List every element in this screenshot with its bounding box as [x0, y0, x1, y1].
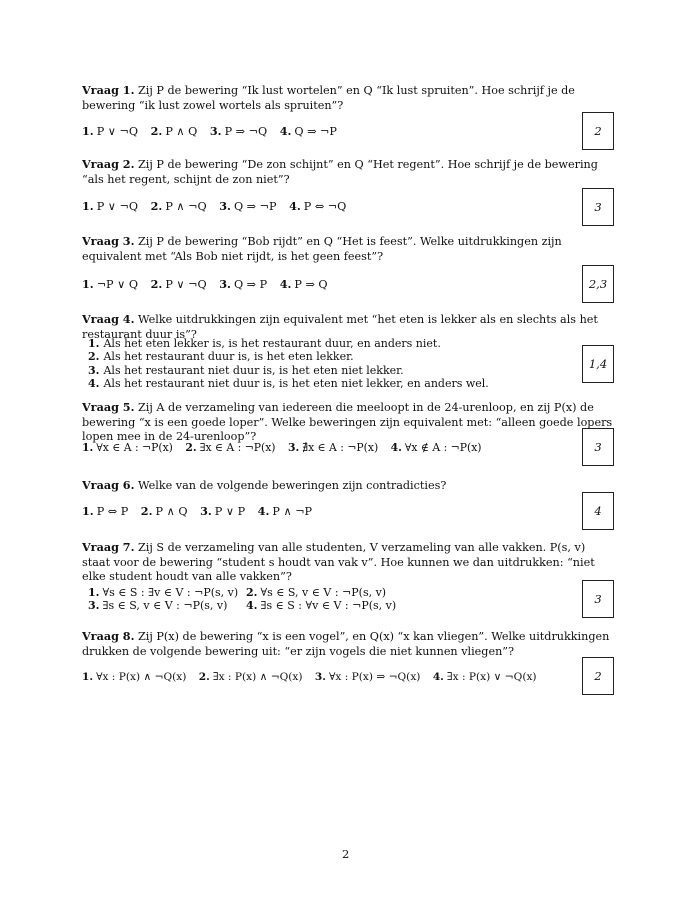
option-number: 2. — [150, 199, 163, 213]
option-number: 1. — [82, 277, 94, 291]
question-label: Vraag 1. — [82, 83, 135, 97]
question-5 — [82, 400, 614, 454]
options-row — [82, 277, 337, 292]
option-number: 4. — [246, 599, 258, 613]
option-4 — [280, 125, 337, 138]
question-body: Welke van de volgende beweringen zijn contradicties? — [138, 479, 447, 492]
options-grid-row — [88, 599, 396, 612]
answer-text: 3 — [594, 592, 602, 606]
option-number: 1. — [82, 504, 94, 518]
answer-text: 2 — [594, 124, 602, 138]
option-formula: P ∨ ¬Q — [165, 278, 207, 291]
option-formula: P ⇔ ¬Q — [303, 200, 347, 213]
option-3 — [315, 671, 421, 683]
option-formula: ∀x : P(x) ∧ ¬Q(x) — [96, 671, 187, 683]
option-3 — [219, 278, 267, 291]
answer-box — [582, 265, 614, 303]
answer-text: 2,3 — [588, 277, 608, 291]
option-formula: ¬P ∨ Q — [96, 278, 139, 291]
option-formula: ∃x : P(x) ∨ ¬Q(x) — [446, 671, 537, 683]
option-number: 2. — [150, 124, 163, 138]
option-formula: ∀x : P(x) ⇒ ¬Q(x) — [328, 671, 421, 683]
option-formula: P ⇔ P — [96, 505, 129, 518]
option-4 — [433, 671, 537, 683]
option-3 — [219, 200, 276, 213]
question-text — [82, 629, 614, 659]
option-formula: ∀x ∈ A : ¬P(x) — [96, 441, 173, 454]
option-number: 4. — [279, 277, 292, 291]
option-4 — [280, 278, 328, 291]
question-6 — [82, 478, 614, 518]
option-number: 3. — [209, 124, 222, 138]
options-row — [82, 124, 346, 139]
option-1 — [82, 200, 138, 213]
answer-text: 2 — [594, 669, 602, 683]
option-formula: P ∧ ¬Q — [165, 200, 207, 213]
question-text — [82, 83, 614, 113]
option-1 — [82, 125, 138, 138]
option-formula: P ∧ ¬P — [272, 505, 313, 518]
option-2 — [151, 278, 207, 291]
option-formula: ∃x : P(x) ∧ ¬Q(x) — [212, 671, 303, 683]
answer-text: 3 — [594, 440, 602, 454]
option-1 — [82, 671, 186, 683]
option-4 — [88, 377, 489, 390]
option-formula: P ⇒ ¬Q — [224, 125, 268, 138]
option-number: 4. — [257, 504, 270, 518]
option-3 — [200, 505, 245, 518]
question-7 — [82, 540, 614, 613]
answer-box — [582, 492, 614, 530]
option-number: 2. — [185, 441, 197, 454]
options-row — [82, 504, 321, 519]
question-8 — [82, 629, 614, 683]
question-body: Zij A de verzameling van iedereen die meeloopt in de 24-urenloop, en zij P(x) de bewering “x is een goede loper”. Welke beweringen zijn equivalent met: “alleen goede lopers lopen mee in de 24-urenloop”? — [82, 401, 613, 443]
option-1 — [88, 337, 489, 350]
question-text — [82, 478, 614, 494]
option-3 — [288, 441, 378, 454]
answer-box — [582, 112, 614, 150]
question-2 — [82, 157, 614, 214]
option-number: 3. — [200, 504, 212, 518]
option-1 — [82, 441, 173, 454]
option-number: 1. — [82, 441, 94, 454]
option-formula: ∀x ∉ A : ¬P(x) — [404, 441, 482, 454]
options-row — [82, 441, 491, 455]
option-text: Als het eten lekker is, is het restaurant duur, en anders niet. — [103, 337, 441, 350]
option-number: 3. — [88, 363, 100, 377]
question-3 — [82, 234, 614, 291]
option-number: 3. — [219, 199, 231, 213]
question-body: Zij P de bewering “Bob rijdt” en Q “Het is feest”. Welke uitdrukkingen zijn equivalent met “Als Bob niet rijdt, is het geen feest”? — [82, 235, 562, 263]
option-text: Als het restaurant niet duur is, is het eten niet lekker, en anders wel. — [103, 377, 489, 391]
question-body: Welke uitdrukkingen zijn equivalent met “het eten is lekker als en slechts als het restaurant duur is”? — [82, 313, 598, 341]
option-number: 4. — [279, 124, 292, 138]
option-formula: P ∨ P — [214, 505, 246, 518]
option-3 — [210, 125, 267, 138]
option-3 — [88, 364, 489, 377]
option-2 — [199, 671, 303, 683]
options-row — [82, 670, 546, 684]
option-number: 1. — [82, 199, 94, 213]
options-grid-row — [88, 586, 396, 599]
option-text: Als het restaurant niet duur is, is het eten niet lekker. — [103, 363, 404, 377]
question-body: Zij S de verzameling van alle studenten, V verzameling van alle vakken. P(s, v) staat voor de bewering “student s houdt van vak v”. Hoe kunnen we dan uitdrukken: “niet elke student houdt van alle vakken”? — [82, 541, 595, 583]
question-4 — [82, 312, 614, 391]
page-number: 2 — [342, 847, 350, 861]
answer-box — [582, 428, 614, 466]
options-row — [82, 199, 355, 214]
option-2 — [151, 125, 198, 138]
option-4 — [246, 599, 396, 612]
option-number: 2. — [88, 350, 100, 364]
option-formula: ∄x ∈ A : ¬P(x) — [302, 441, 379, 454]
question-label: Vraag 6. — [82, 478, 135, 492]
question-body: Zij P(x) de bewering “x is een vogel”, en Q(x) “x kan vliegen”. Welke uitdrukkingen drukken de volgende bewering uit: “er zijn vogels die niet kunnen vliegen”? — [82, 630, 610, 658]
answer-box — [582, 580, 614, 618]
option-formula: ∃x ∈ A : ¬P(x) — [199, 441, 276, 454]
option-4 — [391, 441, 482, 454]
question-label: Vraag 3. — [82, 234, 135, 248]
option-number: 4. — [88, 377, 100, 391]
answer-box — [582, 657, 614, 695]
option-number: 2. — [198, 671, 210, 683]
option-formula: P ∧ Q — [165, 125, 198, 138]
question-body: Zij P de bewering “De zon schijnt” en Q “Het regent”. Hoe schrijf je de bewering “als het regent, schijnt de zon niet”? — [82, 158, 598, 186]
option-formula: P ∨ ¬Q — [96, 125, 139, 138]
option-3 — [88, 599, 246, 612]
option-1 — [88, 586, 246, 599]
answer-text: 4 — [594, 504, 602, 518]
options-list — [88, 337, 489, 391]
question-text — [82, 157, 614, 187]
option-formula: Q ⇒ P — [233, 278, 268, 291]
answer-box — [582, 188, 614, 226]
option-number: 3. — [314, 671, 326, 683]
question-label: Vraag 8. — [82, 629, 135, 643]
option-number: 3. — [88, 599, 100, 613]
question-text — [82, 400, 614, 445]
option-formula: Q ⇒ ¬P — [233, 200, 277, 213]
option-number: 3. — [287, 441, 300, 454]
option-formula: P ∨ ¬Q — [96, 200, 139, 213]
option-number: 4. — [289, 199, 301, 213]
question-text — [82, 540, 614, 585]
option-formula: P ∧ Q — [155, 505, 188, 518]
answer-text: 1,4 — [588, 357, 608, 371]
option-2 — [151, 200, 207, 213]
question-label: Vraag 2. — [82, 157, 135, 171]
question-body: Zij P de bewering “Ik lust wortelen” en Q “Ik lust spruiten”. Hoe schrijf je de bewering “ik lust zowel wortels als spruiten”? — [82, 84, 575, 112]
question-text — [82, 234, 614, 264]
option-1 — [82, 505, 128, 518]
option-4 — [289, 200, 346, 213]
options-grid — [88, 586, 396, 613]
option-number: 1. — [82, 124, 94, 138]
option-formula: ∀s ∈ S, v ∈ V : ¬P(s, v) — [260, 586, 387, 599]
question-1 — [82, 83, 614, 138]
option-2 — [185, 441, 275, 454]
option-number: 3. — [219, 277, 231, 291]
option-number: 2. — [246, 586, 258, 599]
option-number: 2. — [150, 277, 163, 291]
option-formula: Q ⇒ ¬P — [294, 125, 337, 138]
answer-box — [582, 345, 614, 383]
option-number: 1. — [88, 586, 100, 599]
option-text: Als het restaurant duur is, is het eten lekker. — [103, 350, 354, 364]
option-number: 1. — [88, 337, 100, 350]
option-formula: ∀s ∈ S : ∃v ∈ V : ¬P(s, v) — [102, 586, 239, 599]
answer-text: 3 — [594, 200, 602, 214]
option-2 — [88, 350, 489, 363]
question-label: Vraag 5. — [82, 400, 135, 414]
option-formula: ∃s ∈ S : ∀v ∈ V : ¬P(s, v) — [260, 599, 397, 613]
question-label: Vraag 7. — [82, 540, 135, 554]
option-number: 1. — [82, 671, 94, 683]
option-number: 4. — [390, 441, 402, 454]
option-number: 2. — [140, 504, 153, 518]
option-formula: ∃s ∈ S, v ∈ V : ¬P(s, v) — [102, 599, 228, 613]
option-4 — [258, 505, 312, 518]
option-1 — [82, 278, 138, 291]
question-label: Vraag 4. — [82, 312, 135, 326]
option-formula: P ⇒ Q — [294, 278, 328, 291]
option-2 — [246, 586, 386, 599]
option-2 — [141, 505, 188, 518]
option-number: 4. — [432, 671, 444, 683]
